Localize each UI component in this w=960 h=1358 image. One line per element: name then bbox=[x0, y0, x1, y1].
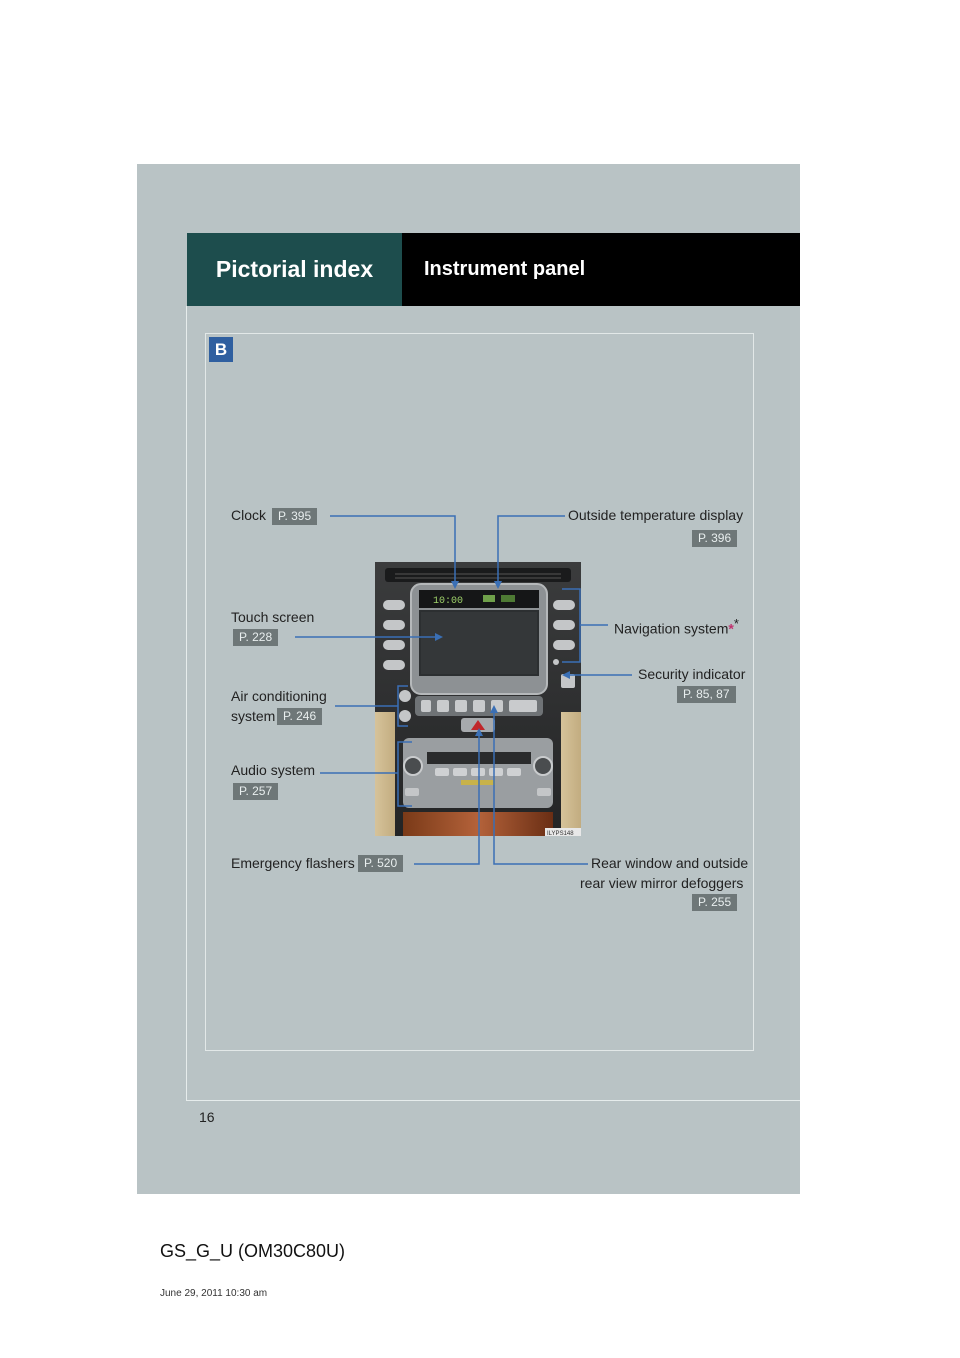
section-tab: Pictorial index bbox=[187, 233, 402, 306]
page-number: 16 bbox=[199, 1109, 215, 1125]
rear-window-label-line2: rear view mirror defoggers bbox=[580, 875, 744, 891]
navigation-label bbox=[614, 616, 739, 637]
footer-date: June 29, 2011 10:30 am bbox=[160, 1288, 268, 1299]
rear-window-page-ref[interactable]: P. 255 bbox=[692, 894, 737, 911]
figure-badge: B bbox=[209, 337, 233, 362]
navigation-star-icon: * bbox=[728, 620, 734, 637]
audio-system-label: Audio system bbox=[231, 762, 316, 778]
navigation-asterisk: * bbox=[733, 616, 739, 631]
image-code: ILYPS148 bbox=[547, 831, 574, 836]
touch-screen-label: Touch screen bbox=[231, 609, 315, 625]
security-indicator-page-ref[interactable]: P. 85, 87 bbox=[677, 686, 736, 703]
navigation-label-text: Navigation system bbox=[614, 620, 729, 637]
clock-readout: 10:00 bbox=[433, 596, 464, 607]
clock-label: Clock bbox=[231, 507, 267, 523]
outside-temp-label: Outside temperature display bbox=[568, 507, 744, 523]
clock-page-ref[interactable]: P. 395 bbox=[272, 508, 317, 525]
touch-screen-page-ref[interactable]: P. 228 bbox=[233, 629, 278, 646]
air-conditioning-label-line2: system bbox=[231, 708, 276, 724]
audio-system-page-ref[interactable]: P. 257 bbox=[233, 783, 278, 800]
emergency-flashers-label: Emergency flashers bbox=[231, 855, 355, 871]
page-title: Instrument panel bbox=[402, 233, 800, 306]
air-conditioning-label-line1: Air conditioning bbox=[231, 688, 327, 704]
air-conditioning-page-ref[interactable]: P. 246 bbox=[277, 708, 322, 725]
outside-temp-page-ref[interactable]: P. 396 bbox=[692, 530, 737, 547]
footer-code: GS_G_U (OM30C80U) bbox=[160, 1241, 346, 1261]
rear-window-label-line1: Rear window and outside bbox=[591, 855, 749, 871]
emergency-flashers-page-ref[interactable]: P. 520 bbox=[358, 855, 403, 872]
security-indicator-label: Security indicator bbox=[638, 666, 746, 682]
